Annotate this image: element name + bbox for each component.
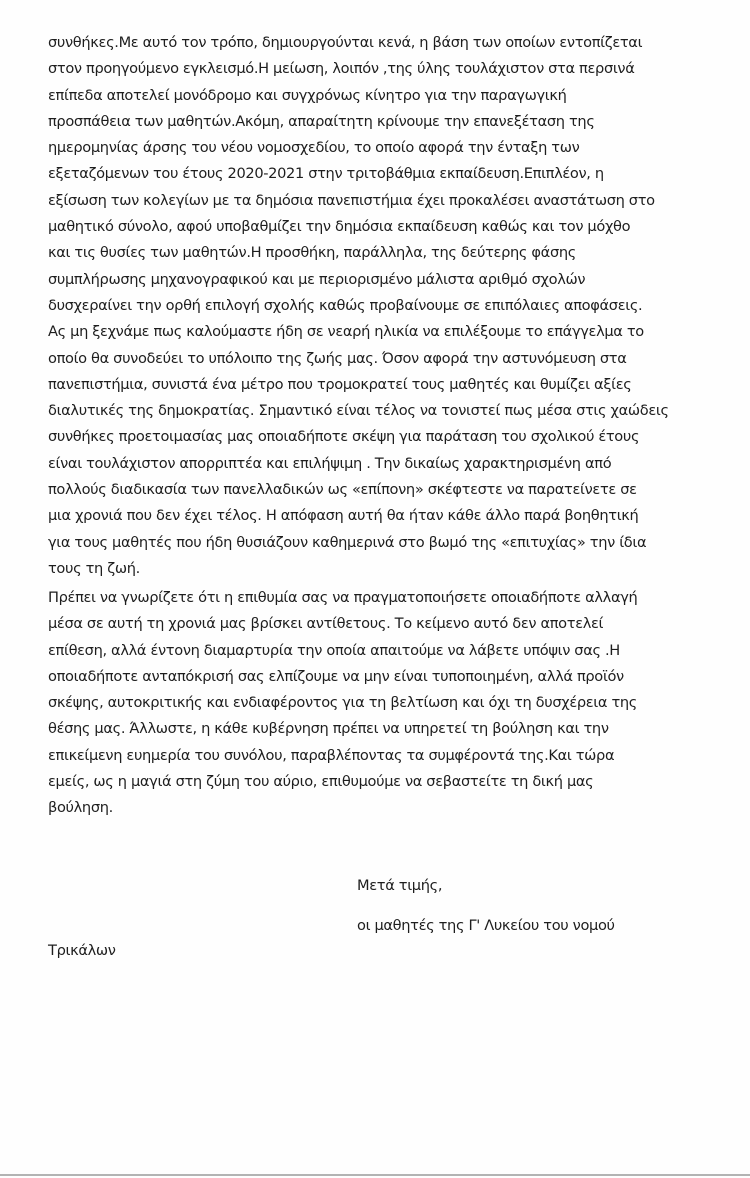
text-line: μια χρονιά που δεν έχει τέλος. Η απόφαση αυτή θα ήταν κάθε άλλο παρά βοηθητική — [48, 507, 639, 525]
text-line: εξίσωση των κολεγίων με τα δημόσια πανεπιστήμια έχει προκαλέσει αναστάτωση στο — [48, 191, 655, 209]
text-line: προσπάθεια των μαθητών.Ακόμη, απαραίτητη κρίνουμε την επανεξέταση της — [48, 112, 595, 130]
signatories-continued: Τρικάλων — [48, 942, 116, 959]
signatories: οι μαθητές της Γ' Λυκείου του νομού — [357, 917, 615, 934]
text-line: πανεπιστήμια, συνιστά ένα μέτρο που τρομοκρατεί τους μαθητές και θυμίζει αξίες — [48, 375, 632, 393]
text-line: και τις θυσίες των μαθητών.Η προσθήκη, παράλληλα, της δεύτερης φάσης — [48, 244, 576, 262]
text-line: οποιαδήποτε ανταπόκρισή σας ελπίζουμε να μην είναι τυποποιημένη, αλλά προϊόν — [48, 667, 624, 685]
text-line: μαθητικό σύνολο, αφού υποβαθμίζει την δημόσια εκπαίδευση καθώς και τον μόχθο — [48, 218, 631, 236]
text-line: πολλούς διαδικασία των πανελλαδικών ως «επίπονη» σκέφτεστε να παρατείνετε σε — [48, 481, 637, 499]
text-line: συνθήκες προετοιμασίας μας οποιαδήποτε σκέψη για παράταση του σχολικού έτους — [48, 428, 640, 446]
closing-salutation: Μετά τιμής, — [357, 877, 443, 894]
text-line: βούληση. — [48, 799, 113, 817]
text-line: σκέψης, αυτοκριτικής και ενδιαφέροντος για τη βελτίωση και όχι τη δυσχέρεια της — [48, 694, 638, 712]
text-line: Ας μη ξεχνάμε πως καλούμαστε ήδη σε νεαρή ηλικία να επιλέξουμε το επάγγελμα το — [48, 323, 644, 341]
paragraph-1 — [48, 30, 728, 582]
text-line: ημερομηνίας άρσης του νέου νομοσχεδίου, το οποίο αφορά την ένταξη των — [48, 139, 580, 157]
text-line: εξεταζόμενων του έτους 2020-2021 στην τριτοβάθμια εκπαίδευση.Επιπλέον, η — [48, 165, 604, 183]
text-line: εμείς, ως η μαγιά στη ζύμη του αύριο, επιθυμούμε να σεβαστείτε τη δική μας — [48, 773, 594, 791]
text-line: για τους μαθητές που ήδη θυσιάζουν καθημερινά στο βωμό της «επιτυχίας» την ίδια — [48, 533, 647, 551]
text-line: συνθήκες.Με αυτό τον τρόπο, δημιουργούνται κενά, η βάση των οποίων εντοπίζεται — [48, 34, 643, 51]
text-line: θέσης μας. Άλλωστε, η κάθε κυβέρνηση πρέπει να υπηρετεί τη βούληση και την — [48, 720, 609, 738]
text-line: διαλυτικές της δημοκρατίας. Σημαντικό είναι τέλος να τονιστεί πως μέσα στις χαώδεις — [48, 402, 669, 420]
text-line: τους τη ζωή. — [48, 559, 140, 577]
text-line: μέσα σε αυτή τη χρονιά μας βρίσκει αντίθετους. Το κείμενο αυτό δεν αποτελεί — [48, 615, 604, 633]
text-line: συμπλήρωσης μηχανογραφικού και με περιορισμένο μάλιστα αριθμό σχολών — [48, 270, 586, 288]
text-line: επικείμενη ευημερία του συνόλου, παραβλέποντας τα συμφέροντά της.Και τώρα — [48, 746, 615, 764]
text-line: Πρέπει να γνωρίζετε ότι η επιθυμία σας να πραγματοποιήσετε οποιαδήποτε αλλαγή — [48, 589, 638, 606]
text-line: είναι τουλάχιστον απορριπτέα και επιλήψιμη . Την δικαίως χαρακτηρισμένη από — [48, 454, 612, 472]
text-line: οποίο θα συνοδεύει το υπόλοιπο της ζωής μας. Όσον αφορά την αστυνόμευση στα — [48, 349, 627, 367]
text-line: στον προηγούμενο εγκλεισμό.Η μείωση, λοιπόν ,της ύλης τουλάχιστον στα περσινά — [48, 60, 635, 78]
text-line: επίθεση, αλλά έντονη διαμαρτυρία την οποία απαιτούμε να λάβετε υπόψιν σας .Η — [48, 641, 620, 659]
paragraph-2 — [48, 585, 728, 822]
bottom-divider — [0, 1174, 750, 1176]
text-line: επίπεδα αποτελεί μονόδρομο και συγχρόνως κίνητρο για την παραγωγική — [48, 86, 567, 104]
text-line: δυσχεραίνει την ορθή επιλογή σχολής καθώς προβαίνουμε σε επιπόλαιες αποφάσεις. — [48, 296, 643, 314]
